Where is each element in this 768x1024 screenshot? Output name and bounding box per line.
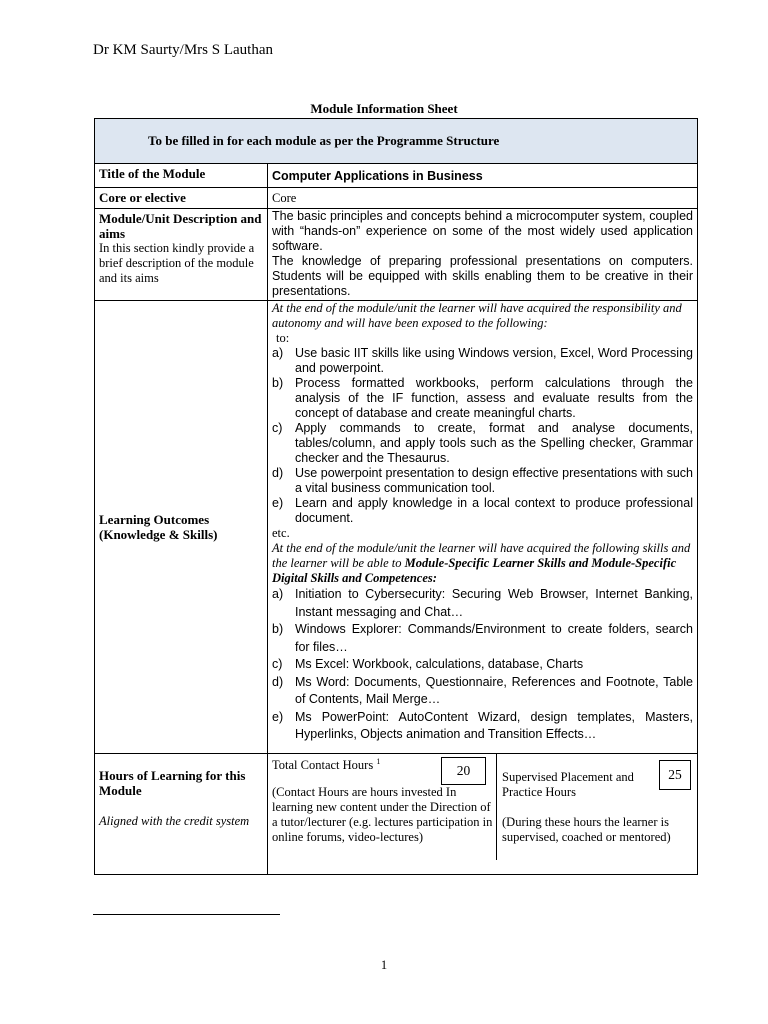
title-label: Title of the Module [95,164,268,188]
list-marker: c) [272,657,283,671]
module-information-table [94,118,698,875]
contact-hours-label [272,754,380,773]
page-number: 1 [380,958,388,972]
list-marker: a) [272,587,284,601]
placement-hours-description: (During these hours the learner is supervised, coached or mentored) [502,815,671,844]
list-item-text: Ms Word: Documents, Questionnaire, References and Footnote, Table of Contents, Mail Merge… [295,674,693,706]
sheet-title: Module Information Sheet [310,101,458,116]
header-author: Dr KM Saurty/Mrs S Lauthan [93,42,273,58]
list-marker: b) [272,622,284,636]
contact-hours-block [268,754,497,860]
list-item [272,674,693,709]
knowledge-list [272,346,693,526]
list-item [272,346,693,376]
skills-list [272,586,693,744]
list-marker: b) [272,376,284,390]
description-label: Module/Unit Description and aims [99,211,262,241]
list-item [272,656,693,674]
description-value-cell [268,209,698,301]
list-item [272,621,693,656]
list-item-text: Use powerpoint presentation to design effective presentations with such a vital business communication tool. [295,466,693,495]
skills-intro-text: At the end of the module/unit the learner will have acquired the following skills and the learner will be able to [272,541,691,570]
list-item-text: Learn and apply knowledge in a local context to produce professional document. [295,496,693,525]
description-hint: In this section kindly provide a brief description of the module and its aims [99,241,255,285]
hours-label-cell [95,754,268,875]
list-item [272,709,693,744]
description-paragraph-2: The knowledge of preparing professional presentations on computers. Students will be equipped with skills enabling them to be creative in their presentations. [272,254,693,298]
outcomes-intro: At the end of the module/unit the learner will have acquired the responsibility and autonomy and will have been exposed to the following: [272,301,682,330]
list-item-text: Apply commands to create, format and analyse documents, tables/column, and apply tools such as the Spelling checker, Grammar checker and the Thesaurus. [295,421,693,465]
outcomes-to: to: [276,331,290,345]
skills-intro-bold: Module-Specific Learner Skills and Module-Specific Digital Skills and Competences: [272,556,677,585]
learning-outcomes-label: Learning Outcomes (Knowledge & Skills) [95,301,268,754]
description-label-cell [95,209,268,301]
list-item-text: Use basic IIT skills like using Windows version, Excel, Word Processing and powerpoint. [295,346,693,375]
list-item [272,466,693,496]
contact-hours-description: (Contact Hours are hours invested In learning new content under the Direction of a tutor/lecturer (e.g. lectures participation in online forums, video-lectures) [272,785,493,844]
list-marker: e) [272,496,284,510]
list-marker: d) [272,466,284,480]
list-marker: e) [272,709,284,724]
list-marker: d) [272,674,284,689]
placement-hours-block [497,754,697,860]
list-item-text: Windows Explorer: Commands/Environment to create folders, search for files… [295,622,693,654]
contact-hours-label-text: Total Contact Hours [272,758,374,773]
placement-hours-label: Supervised Placement and Practice Hours [502,770,634,799]
list-item [272,496,693,526]
list-marker: a) [272,346,284,360]
footnote-separator [93,914,280,915]
hours-note: Aligned with the credit system [99,814,250,828]
module-title-value: Computer Applications in Business [268,164,698,188]
contact-hours-value: 20 [441,757,486,785]
hours-value-cell [268,754,698,875]
core-value: Core [268,188,698,209]
list-item [272,586,693,621]
footnote-mark: 1 [376,757,381,766]
list-item-text: Process formatted workbooks, perform calculations through the analysis of the IF function, assess and evaluate results from the concept of database and create meaningful charts. [295,376,693,420]
skills-intro [272,541,693,586]
hours-label: Hours of Learning for this Module [99,768,246,798]
outcomes-etc: etc. [272,526,290,540]
placement-hours-value: 25 [659,760,691,790]
list-item [272,376,693,421]
list-item-text: Ms PowerPoint: AutoContent Wizard, design templates, Masters, Hyperlinks, Objects animation and Transition Effects… [295,709,693,741]
description-paragraph-1: The basic principles and concepts behind a microcomputer system, coupled with “hands-on” experience on some of the most widely used application software. [272,209,693,253]
list-item-text: Ms Excel: Workbook, calculations, database, Charts [295,657,584,671]
list-item-text: Initiation to Cybersecurity: Securing Web Browser, Internet Banking, Instant messaging and Chat… [295,587,693,619]
learning-outcomes-cell [268,301,698,754]
table-banner: To be filled in for each module as per the Programme Structure [95,119,698,164]
list-item [272,421,693,466]
list-marker: c) [272,421,283,435]
core-label: Core or elective [95,188,268,209]
